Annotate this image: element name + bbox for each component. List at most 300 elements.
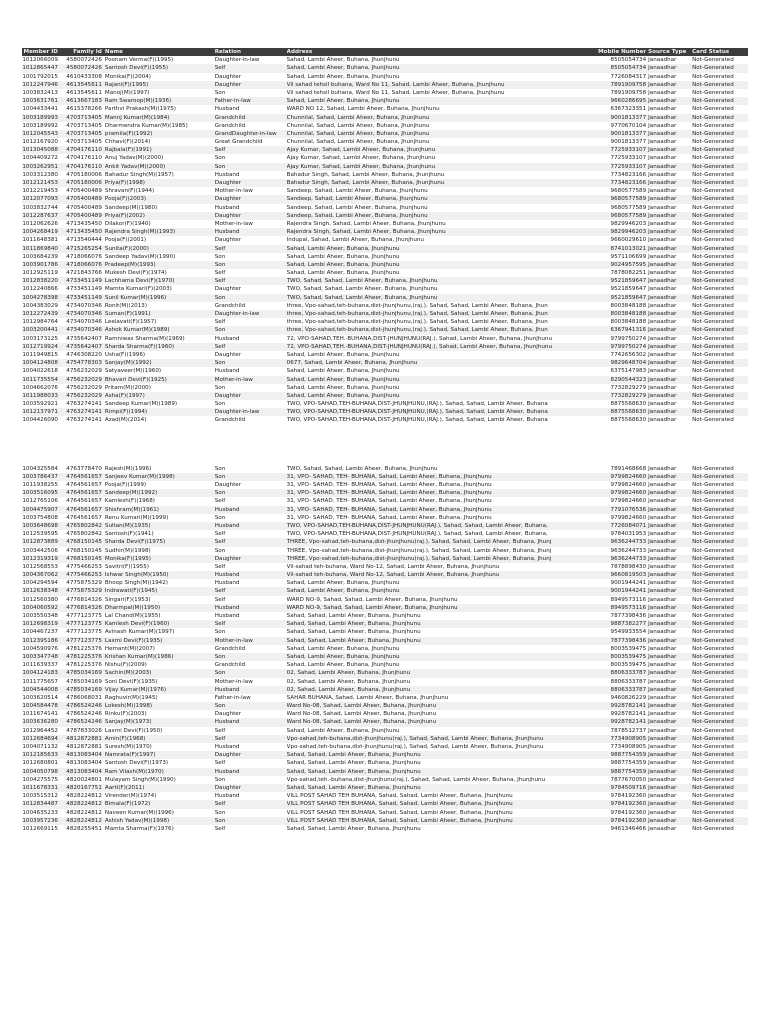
table-row: [22, 343, 748, 351]
cell-family-id: 4718066076: [66, 253, 102, 260]
cell-name: Dharmendra Kumar(M)(1985): [104, 122, 188, 129]
cell-member-id: 1012765106: [22, 498, 58, 505]
cell-family-id: 4754778303: [66, 360, 102, 367]
cell-address: Sahad, Lambi Aheer, Buhana, Jhunjhunu: [286, 727, 400, 734]
cell-relation: Son: [214, 629, 226, 636]
cell-name: Ronit(M)(2013): [104, 302, 148, 309]
cell-relation: Daughter: [214, 784, 242, 791]
table-row: [22, 596, 748, 604]
cell-member-id: 1012539595: [22, 531, 58, 538]
cell-family-id: 4705400489: [66, 204, 102, 211]
cell-card-status: Not-Generated: [692, 401, 734, 408]
table-row: [22, 735, 748, 743]
cell-name: Bimala(F)(1972): [104, 801, 151, 808]
cell-member-id: 1004584478: [22, 703, 58, 710]
cell-mobile-number: 7725933107: [610, 155, 647, 162]
cell-family-id: 4763274141: [66, 417, 102, 424]
cell-address: Sahad, Sahad, Lambi Aheer, Buhana, Jhunjhunu: [286, 825, 421, 832]
cell-relation: Husband: [214, 580, 240, 587]
cell-member-id: 1003754808: [22, 514, 58, 521]
cell-family-id: 4703713405: [66, 139, 102, 146]
cell-card-status: Not-Generated: [692, 670, 734, 677]
cell-member-id: 1004268419: [22, 229, 58, 236]
cell-name: Rajani(F)(1995): [104, 81, 149, 88]
table-row: [22, 694, 748, 702]
cell-name: Raghuvir(M)(1945): [104, 694, 158, 701]
cell-relation: Husband: [214, 744, 240, 750]
cell-relation: Son: [214, 703, 226, 710]
table-row: [22, 326, 748, 334]
cell-relation: Daughter: [214, 351, 242, 358]
cell-member-id: 1003592921: [22, 401, 58, 408]
cell-name: Laxmi Devi(F)(1935): [104, 637, 163, 644]
cell-relation: Son: [214, 327, 226, 334]
cell-member-id: 1004590976: [22, 645, 58, 652]
cell-family-id: 4786068031: [66, 694, 102, 701]
cell-family-id: 4828224812: [66, 801, 102, 808]
cell-source-type: Janaadhar: [648, 278, 677, 285]
cell-address: Sahad, Sahad, Lambi Aheer, Buhana, Jhunjhunu: [286, 637, 421, 644]
cell-member-id: 1011674141: [22, 711, 58, 718]
cell-mobile-number: 7734908905: [610, 735, 647, 742]
table-row: [22, 310, 748, 318]
cell-relation: Son: [214, 473, 226, 480]
cell-card-status: Not-Generated: [692, 793, 734, 800]
cell-mobile-number: 6367941316: [610, 327, 647, 334]
cell-address: THREE, Vpo-sahad,teh-buhana,dist-jhunjhunu(raj.), Sahad, Sahad, Lambi Aheer, Buhana, Jhunj: [286, 555, 552, 562]
cell-address: Sandeep, Sahad, Lambi Aheer, Buhana, Jhunjhunu: [286, 188, 428, 195]
cell-relation: Daughter: [214, 81, 242, 88]
cell-mobile-number: 8949573116: [610, 604, 647, 611]
cell-card-status: Not-Generated: [692, 522, 734, 529]
cell-member-id: 1004467237: [22, 629, 58, 636]
cell-member-id: 1003901786: [22, 261, 58, 268]
cell-member-id: 1012137971: [22, 409, 58, 416]
cell-relation: Mother-in-law: [214, 220, 253, 227]
cell-card-status: Not-Generated: [692, 163, 734, 170]
cell-name: Sharda Sharma(F)(1960): [104, 343, 175, 350]
cell-card-status: Not-Generated: [692, 245, 734, 252]
col-family-id: Family Id: [73, 49, 102, 55]
cell-member-id: 1003515312: [22, 793, 58, 800]
cell-address: Sahad, Lambi Aheer, Buhana, Jhunjhunu: [286, 270, 400, 277]
cell-name: Rinku(F)(2003): [104, 711, 147, 718]
cell-mobile-number: 9784192360: [610, 793, 647, 800]
cell-address: Sahad, Lambi Aheer, Buhana, Jhunjhunu: [286, 384, 400, 391]
cell-name: Usha(F)(1996): [104, 351, 146, 358]
cell-mobile-number: 9680577589: [610, 204, 647, 211]
cell-member-id: 1011938255: [22, 482, 58, 488]
cell-card-status: Not-Generated: [692, 98, 734, 105]
cell-card-status: Not-Generated: [692, 465, 734, 472]
cell-member-id: 1011639337: [22, 662, 58, 669]
cell-source-type: Janaadhar: [648, 522, 677, 529]
table-row: [22, 563, 748, 571]
table-row: [22, 637, 748, 645]
cell-relation: Son: [214, 514, 226, 521]
cell-address: Vil-sahad teh-buhana, Ward No-12, Sahad, Lambi Aheer, Buhana, Jhunjhunu: [286, 572, 500, 579]
table-row: [22, 817, 748, 825]
table-row: [22, 612, 748, 620]
cell-name: Virender(M)(1974): [104, 793, 157, 800]
cell-name: Pooja(F)(2001): [104, 237, 147, 244]
cell-member-id: 1012045543: [22, 130, 58, 137]
col-card-status: Card Status: [692, 49, 730, 55]
cell-address: Rajendra Singh, Sahad, Lambi Aheer, Buhana, Jhunjhunu: [286, 229, 446, 236]
cell-name: Kamlesh Devi(F)(1960): [104, 621, 170, 628]
cell-card-status: Not-Generated: [692, 498, 734, 505]
cell-mobile-number: 9799824660: [610, 482, 647, 488]
cell-member-id: 1004383029: [22, 302, 58, 309]
cell-family-id: 4705180006: [66, 180, 102, 186]
cell-address: VILL POST SAHAD TEH BUHANA, Sahad, Sahad, Lambi Aheer, Buhana, Jhunjhunu: [286, 801, 513, 808]
cell-name: Ankit Yadav(M)(2000): [104, 163, 166, 170]
cell-name: Pooja(F)(2003): [104, 196, 147, 203]
cell-member-id: 1004544008: [22, 686, 58, 693]
cell-name: Ashok Kumar(M)(1989): [104, 327, 170, 334]
cell-card-status: Not-Generated: [692, 539, 734, 546]
table-row: [22, 122, 748, 130]
cell-name: Kamlesh(F)(1968): [104, 498, 155, 505]
cell-source-type: Janaadhar: [648, 686, 677, 693]
table-row: [22, 56, 748, 64]
col-relation: Relation: [214, 49, 241, 55]
table-row: [22, 73, 748, 81]
cell-member-id: 1013045088: [22, 147, 58, 154]
cell-member-id: 1004294594: [22, 580, 58, 587]
cell-mobile-number: 8949573116: [610, 596, 647, 603]
cell-relation: Mother-in-law: [214, 637, 253, 644]
cell-card-status: Not-Generated: [692, 678, 734, 685]
cell-relation: Son: [214, 401, 226, 408]
cell-source-type: Janaadhar: [648, 817, 677, 824]
cell-address: 31, VPO- SAHAD, TEH- BUHANA, Sahad, Lambi Aheer, Buhana, Jhunjhunu: [286, 482, 492, 488]
table-row: [22, 800, 748, 808]
cell-name: Rimpi(F)(1994): [104, 409, 148, 416]
cell-address: Vpo-sahad,teh-buhana,dist-jhunjhunu(raj.), Sahad, Sahad, Lambi Aheer, Buhana, Jhunjhunu: [286, 735, 544, 742]
cell-mobile-number: 9001813377: [610, 139, 647, 146]
table-row: [22, 743, 748, 751]
cell-source-type: Janaadhar: [648, 613, 677, 619]
cell-source-type: Janaadhar: [648, 401, 677, 408]
cell-family-id: 4713435450: [66, 229, 102, 236]
cell-relation: Daughter: [214, 286, 242, 293]
cell-member-id: 1003832413: [22, 89, 58, 96]
cell-address: Ajay Kumar, Sahad, Lambi Aheer, Buhana, Jhunjhunu: [286, 147, 436, 154]
cell-member-id: 1003786437: [22, 473, 58, 480]
cell-relation: Son: [214, 294, 226, 301]
cell-address: Ward No-08, Sahad, Lambi Aheer, Buhana, Jhunjhunu: [286, 703, 437, 710]
cell-relation: Daughter-in-law: [214, 409, 260, 416]
cell-source-type: Janaadhar: [648, 531, 677, 538]
cell-mobile-number: 9521859647: [610, 294, 647, 301]
col-name: Name: [104, 49, 123, 55]
cell-member-id: 1012984764: [22, 319, 58, 326]
cell-card-status: Not-Generated: [692, 360, 734, 367]
cell-card-status: Not-Generated: [692, 343, 734, 350]
cell-mobile-number: 7891468668: [610, 465, 647, 472]
cell-member-id: 1003189993: [22, 114, 58, 121]
table-row: [22, 792, 748, 800]
cell-card-status: Not-Generated: [692, 270, 734, 277]
cell-source-type: Janaadhar: [648, 465, 677, 472]
cell-mobile-number: 9784192360: [610, 809, 647, 816]
cell-mobile-number: 9928782141: [610, 719, 647, 726]
cell-card-status: Not-Generated: [692, 122, 734, 129]
cell-relation: Self: [214, 596, 226, 603]
cell-family-id: 4735642407: [66, 343, 102, 350]
table-row: [22, 784, 748, 792]
cell-relation: Husband: [214, 572, 240, 579]
cell-source-type: Janaadhar: [648, 703, 677, 710]
cell-name: Sanjay(M)(1992): [104, 360, 152, 367]
cell-address: 31, VPO- SAHAD, TEH- BUHANA, Sahad, Lambi Aheer, Buhana, Jhunjhunu: [286, 514, 492, 521]
cell-address: Ajay Kumar, Sahad, Lambi Aheer, Buhana, Jhunjhunu: [286, 163, 436, 170]
cell-address: VILL POST SAHAD TEH BUHANA, Sahad, Sahad, Lambi Aheer, Buhana, Jhunjhunu: [286, 793, 513, 800]
cell-family-id: 4777123775: [66, 613, 102, 619]
table-row: [22, 302, 748, 310]
table-row: [22, 64, 748, 72]
cell-relation: Self: [214, 245, 226, 252]
table-row: [22, 171, 748, 179]
cell-relation: Son: [214, 465, 226, 472]
cell-card-status: Not-Generated: [692, 171, 734, 178]
cell-family-id: 4775466253: [66, 563, 102, 570]
cell-mobile-number: 8806333787: [610, 670, 647, 677]
cell-source-type: Janaadhar: [648, 482, 677, 488]
cell-mobile-number: 9636244733: [610, 547, 647, 554]
cell-member-id: 1012066009: [22, 57, 58, 64]
cell-family-id: 4786524246: [66, 703, 102, 710]
cell-family-id: 4703713405: [66, 130, 102, 137]
cell-relation: Father-in-law: [214, 694, 251, 701]
cell-family-id: 4580072426: [66, 65, 102, 72]
cell-mobile-number: 9571106699: [610, 253, 647, 260]
cell-mobile-number: 9680577589: [610, 212, 647, 219]
cell-member-id: 1004635233: [22, 809, 58, 816]
cell-name: Indrawati(F)(1945): [104, 588, 158, 595]
table-row: [22, 604, 748, 612]
cell-source-type: Janaadhar: [648, 801, 677, 808]
cell-address: Sandeep, Sahad, Lambi Aheer, Buhana, Jhunjhunu: [286, 204, 428, 211]
cell-family-id: 4764561657: [66, 506, 102, 513]
cell-source-type: Janaadhar: [648, 319, 677, 326]
cell-name: Nishu(F)(2009): [104, 662, 147, 669]
cell-family-id: 4828224812: [66, 817, 102, 824]
cell-relation: Daughter: [214, 180, 242, 186]
cell-mobile-number: 7877670050: [610, 776, 647, 783]
cell-family-id: 4764561657: [66, 482, 102, 488]
cell-source-type: Janaadhar: [648, 572, 677, 579]
cell-source-type: Janaadhar: [648, 392, 677, 399]
cell-card-status: Not-Generated: [692, 180, 734, 186]
cell-family-id: 4610433308: [66, 73, 102, 80]
cell-relation: Grandchild: [214, 122, 246, 129]
cell-address: Ward No-08, Sahad, Lambi Aheer, Buhana, Jhunjhunu: [286, 719, 437, 726]
cell-name: Aarti(F)(2011): [104, 784, 145, 791]
cell-source-type: Janaadhar: [648, 793, 677, 800]
cell-family-id: 4785034169: [66, 686, 102, 693]
col-member-id: Member ID: [23, 49, 58, 55]
cell-name: Shishram(M)(1961): [104, 506, 159, 513]
cell-name: Ashish Yadav(M)(1998): [104, 817, 170, 824]
cell-mobile-number: 9887754359: [610, 752, 647, 759]
cell-address: Indupal, Sahad, Lambi Aheer, Buhana, Jhunjhunu: [286, 237, 424, 244]
cell-card-status: Not-Generated: [692, 376, 734, 383]
cell-member-id: 1003636280: [22, 719, 58, 726]
cell-member-id: 1012669115: [22, 825, 58, 832]
cell-relation: Mother-in-law: [214, 188, 253, 195]
table-row: [22, 579, 748, 587]
cell-address: 31, VPO- SAHAD, TEH- BUHANA, Sahad, Lambi Aheer, Buhana, Jhunjhunu: [286, 498, 492, 505]
cell-name: Shravan(F)(1944): [104, 188, 155, 195]
cell-source-type: Janaadhar: [648, 473, 677, 480]
cell-member-id: 1004124183: [22, 670, 58, 677]
table-row: [22, 179, 748, 187]
table-row: [22, 547, 748, 555]
cell-mobile-number: 8003539475: [610, 662, 647, 669]
cell-source-type: Janaadhar: [648, 204, 677, 211]
cell-mobile-number: 8003848188: [610, 302, 647, 309]
cell-relation: Husband: [214, 335, 240, 342]
cell-member-id: 1004050798: [22, 768, 58, 775]
cell-source-type: Janaadhar: [648, 409, 677, 416]
cell-source-type: Janaadhar: [648, 98, 677, 105]
cell-member-id: 1012319319: [22, 555, 58, 562]
table-row: [22, 497, 748, 505]
cell-member-id: 1004071132: [22, 744, 58, 750]
cell-member-id: 1011735554: [22, 376, 58, 383]
cell-mobile-number: 8505054734: [610, 65, 647, 72]
cell-card-status: Not-Generated: [692, 514, 734, 521]
table-row: [22, 285, 748, 293]
cell-mobile-number: 9770670104: [610, 122, 647, 129]
cell-name: Mulayam Singh(M)(1990): [104, 776, 176, 783]
cell-family-id: 4785034169: [66, 678, 102, 685]
cell-mobile-number: 7734908905: [610, 744, 647, 750]
cell-name: Bahadur Singh(M)(1957): [104, 171, 174, 178]
cell-source-type: Janaadhar: [648, 368, 677, 375]
table-row: [22, 105, 748, 113]
cell-name: Santosh(F)(1941): [104, 531, 154, 538]
cell-card-status: Not-Generated: [692, 809, 734, 816]
cell-address: 31, VPO- SAHAD, TEH- BUHANA, Sahad, Lambi Aheer, Buhana, Jhunjhunu: [286, 506, 492, 513]
cell-member-id: 1012121453: [22, 180, 58, 186]
cell-source-type: Janaadhar: [648, 768, 677, 775]
cell-family-id: 4756232029: [66, 392, 102, 399]
cell-name: Hemant(M)(2007): [104, 645, 155, 652]
cell-relation: Self: [214, 727, 226, 734]
cell-address: TWO, VPO-SAHAD,TEH-BUHANA,DIST-JHUNJHUNU,(RAJ.), Sahad, Sahad, Lambi Aheer, Buhana: [286, 409, 548, 416]
cell-address: Sandeep, Sahad, Lambi Aheer, Buhana, Jhunjhunu: [286, 212, 428, 219]
cell-relation: Self: [214, 588, 226, 595]
cell-member-id: 1012684694: [22, 735, 58, 742]
cell-source-type: Janaadhar: [648, 809, 677, 816]
cell-mobile-number: 9887382277: [610, 621, 647, 628]
cell-member-id: 1004367062: [22, 572, 58, 579]
cell-family-id: 4715265254: [66, 245, 102, 252]
cell-family-id: 4580072426: [66, 57, 102, 64]
cell-family-id: 4781225376: [66, 645, 102, 652]
cell-family-id: 4768150145: [66, 547, 102, 554]
table-row: [22, 538, 748, 546]
cell-mobile-number: 8505054734: [610, 57, 647, 64]
cell-mobile-number: 9799824660: [610, 473, 647, 480]
table-row: [22, 146, 748, 154]
cell-relation: Grandchild: [214, 302, 246, 309]
cell-member-id: 1004022618: [22, 368, 58, 375]
cell-card-status: Not-Generated: [692, 744, 734, 750]
cell-mobile-number: 7877398436: [610, 613, 647, 619]
table-block-2: [22, 465, 748, 833]
cell-mobile-number: 9928782141: [610, 711, 647, 718]
cell-card-status: Not-Generated: [692, 409, 734, 416]
cell-mobile-number: 9660286695: [610, 98, 647, 105]
cell-address: 02, Sahad, Lambi Aheer, Buhana, Jhunjhunu: [286, 670, 411, 677]
cell-family-id: 4734070346: [66, 319, 102, 326]
cell-relation: Daughter: [214, 196, 242, 203]
cell-mobile-number: 9784192360: [610, 801, 647, 808]
cell-source-type: Janaadhar: [648, 825, 677, 832]
cell-name: Rajesh(M)(1996): [104, 465, 152, 472]
cell-address: 72, VPO-SAHAD,TEH.-BUHANA,DIST-JHUNJHUNU(RAJ.), Sahad, Lambi Aheer, Buhana, Jhunjhunu: [286, 335, 552, 342]
cell-family-id: 4746308220: [66, 351, 102, 358]
cell-card-status: Not-Generated: [692, 653, 734, 660]
cell-card-status: Not-Generated: [692, 637, 734, 644]
cell-family-id: 4768150145: [66, 539, 102, 546]
cell-source-type: Janaadhar: [648, 417, 677, 424]
cell-source-type: Janaadhar: [648, 351, 677, 358]
cell-address: three, Vpo-sahad,teh-buhana,dist-jhunjhunu,(raj.), Sahad, Sahad, Lambi Aheer, Buhana, Jhun: [286, 311, 548, 317]
cell-relation: Son: [214, 547, 226, 554]
cell-family-id: 4777123775: [66, 637, 102, 644]
cell-address: 02, Sahad, Lambi Aheer, Buhana, Jhunjhunu: [286, 678, 411, 685]
cell-source-type: Janaadhar: [648, 711, 677, 718]
table-row: [22, 97, 748, 105]
cell-relation: Son: [214, 490, 226, 497]
cell-mobile-number: 9660819503: [610, 572, 647, 579]
table-row: [22, 530, 748, 538]
cell-family-id: 4828224812: [66, 793, 102, 800]
cell-member-id: 1011869840: [22, 245, 58, 252]
cell-source-type: Janaadhar: [648, 744, 677, 750]
cell-mobile-number: 8806333787: [610, 686, 647, 693]
cell-name: Azad(M)(2014): [104, 417, 147, 424]
cell-mobile-number: 9680577589: [610, 188, 647, 195]
cell-card-status: Not-Generated: [692, 130, 734, 137]
cell-card-status: Not-Generated: [692, 212, 734, 219]
cell-family-id: 4775466253: [66, 572, 102, 579]
cell-mobile-number: 9636244733: [610, 555, 647, 562]
cell-source-type: Janaadhar: [648, 286, 677, 293]
cell-relation: Grandchild: [214, 662, 246, 669]
cell-card-status: Not-Generated: [692, 604, 734, 611]
table-row: [22, 236, 748, 244]
cell-mobile-number: 9001944241: [610, 588, 647, 595]
cell-source-type: Janaadhar: [648, 719, 677, 726]
cell-member-id: 1004325584: [22, 465, 58, 472]
table-block-1: [22, 56, 748, 424]
cell-source-type: Janaadhar: [648, 653, 677, 660]
cell-name: Pritam(M)(2000): [104, 384, 151, 391]
cell-family-id: 4763778470: [66, 465, 102, 472]
cell-family-id: 4713435450: [66, 220, 102, 227]
cell-card-status: Not-Generated: [692, 294, 734, 301]
cell-source-type: Janaadhar: [648, 220, 677, 227]
cell-source-type: Janaadhar: [648, 139, 677, 146]
cell-family-id: 4765802842: [66, 522, 102, 529]
cell-source-type: Janaadhar: [648, 327, 677, 334]
